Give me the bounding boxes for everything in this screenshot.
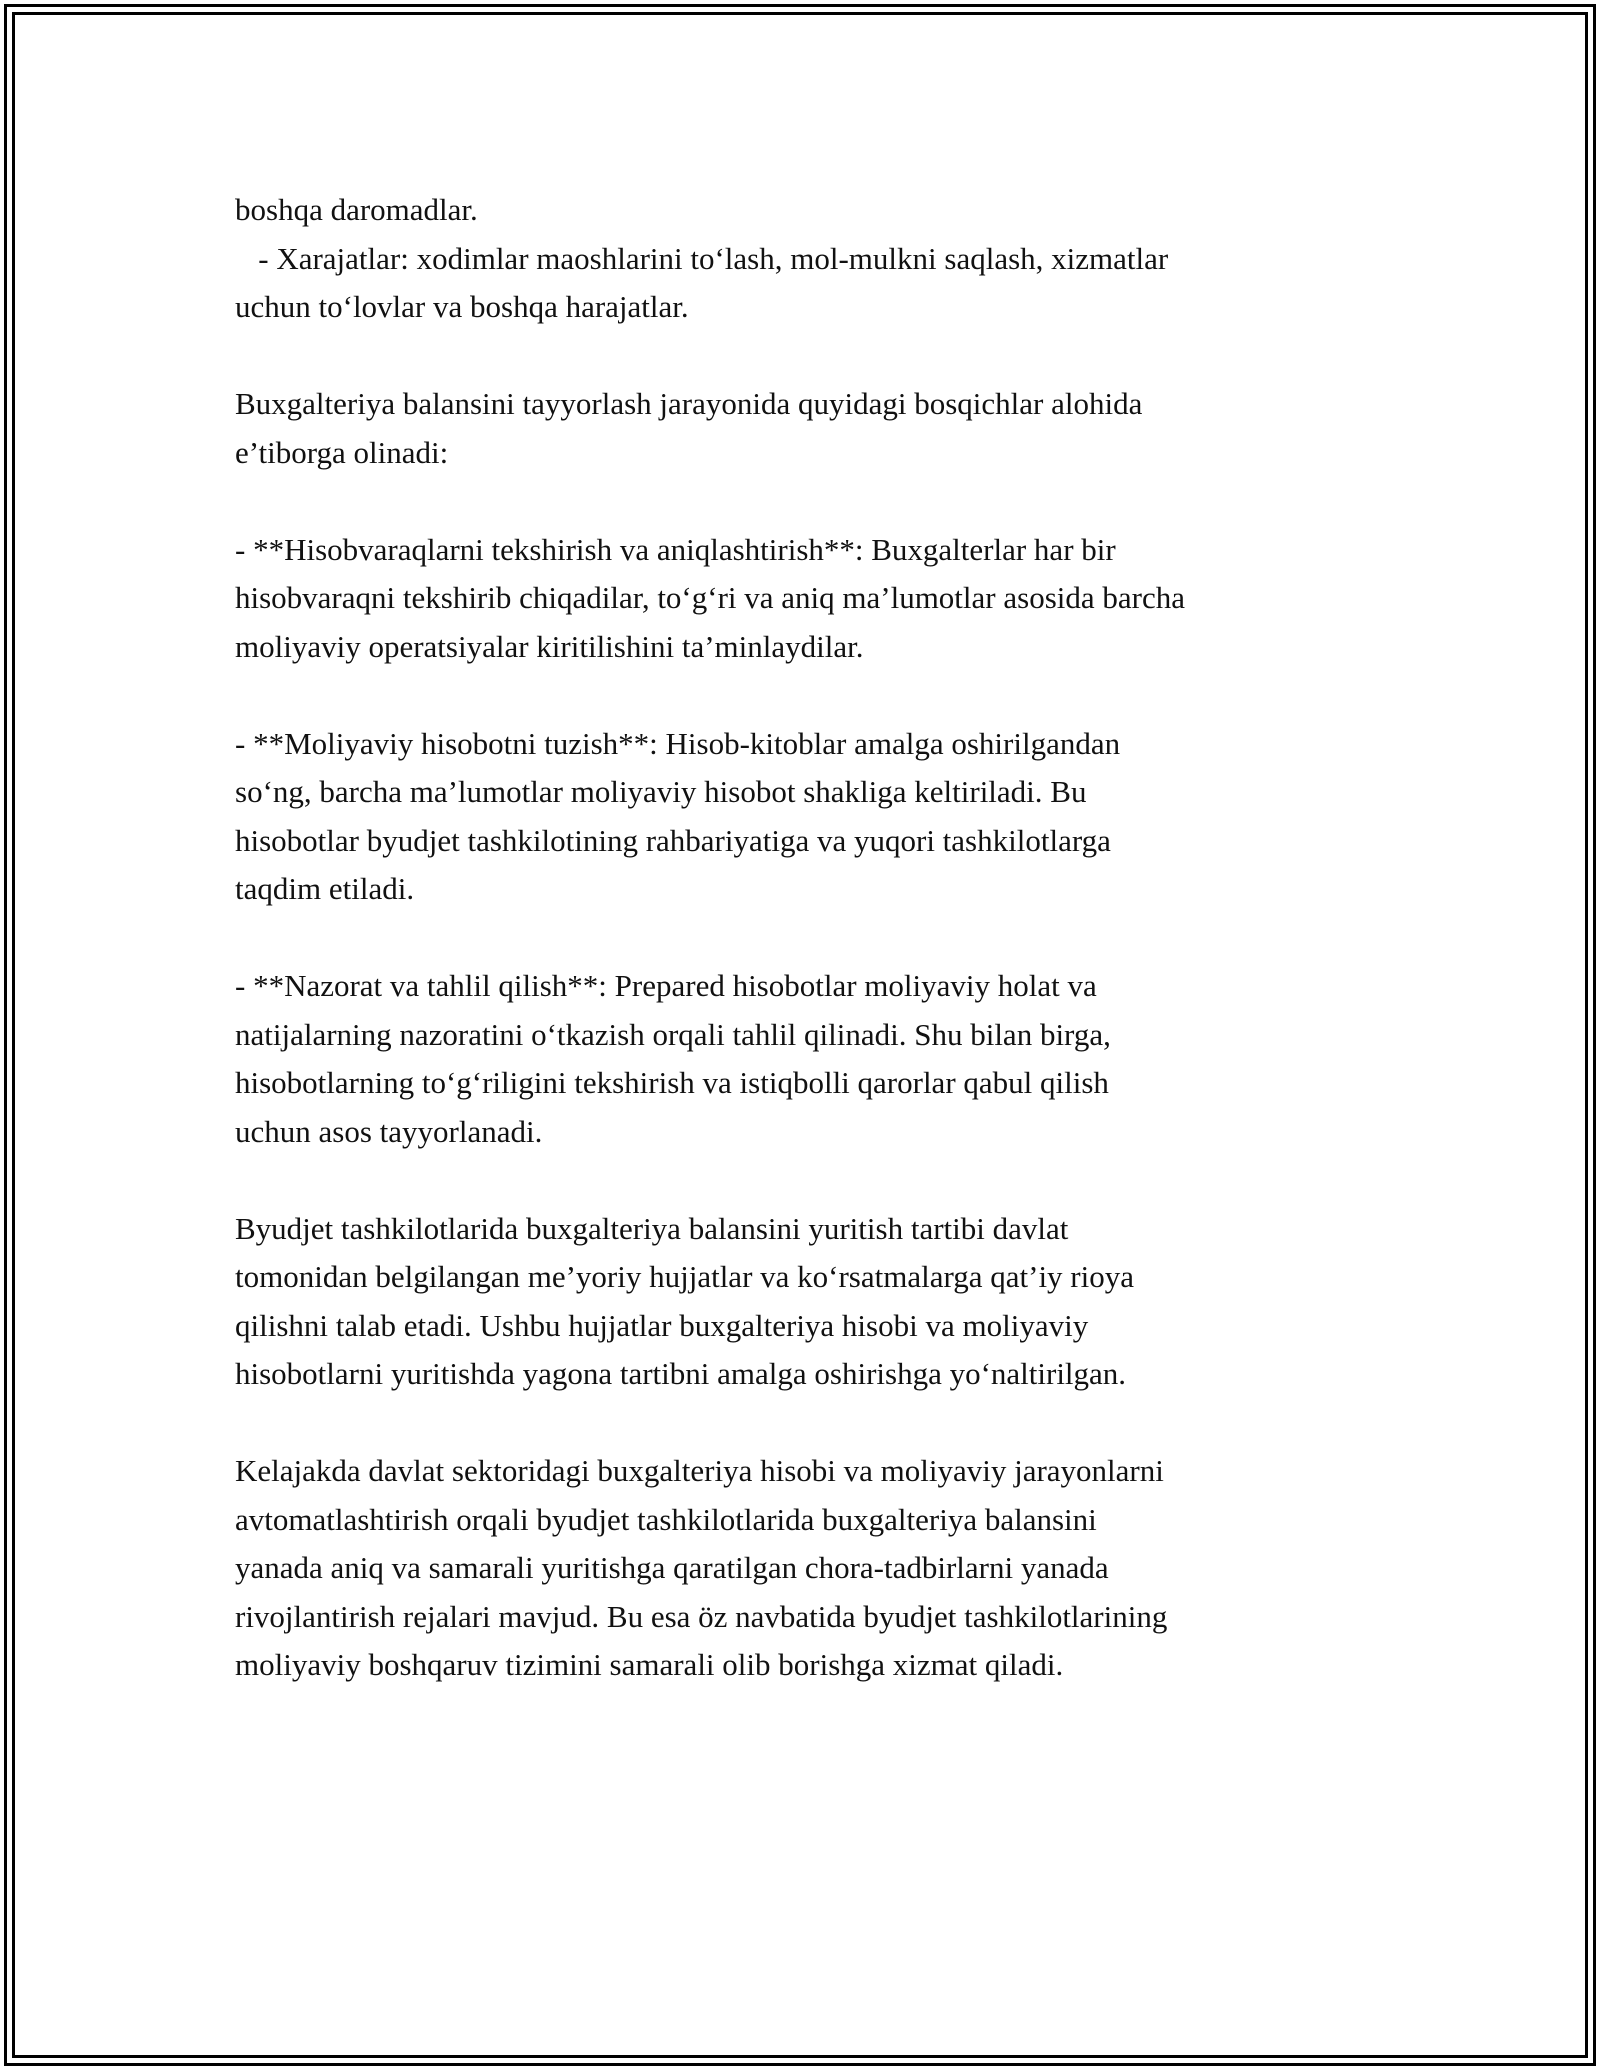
text-line: uchun to‘lovlar va boshqa harajatlar. [235, 289, 689, 324]
paragraph-gap [235, 671, 1415, 720]
text-line: - **Hisobvaraqlarni tekshirish va aniqlashtirish**: Buxgalterlar har bir [235, 531, 1116, 567]
paragraph-account-check [235, 526, 1415, 672]
paragraph-regulations [235, 1205, 1415, 1399]
text-line: taqdim etiladi. [235, 871, 415, 906]
text-line: moliyaviy operatsiyalar kiritilishini ta’minlaydilar. [235, 628, 864, 664]
paragraph-control-analysis [235, 962, 1415, 1156]
text-line: boshqa daromadlar. [235, 192, 478, 227]
paragraph-gap [235, 914, 1415, 963]
text-line: Kelajakda davlat sektoridagi buxgalteriya hisobi va moliyaviy jarayonlarni [235, 1453, 1164, 1488]
intro-paragraph [235, 186, 1415, 332]
text-line: Byudjet tashkilotlarida buxgalteriya balansini yuritish tartibi davlat [235, 1210, 1069, 1246]
text-line: qilishni talab etadi. Ushbu hujjatlar buxgalteriya hisobi va moliyaviy [235, 1307, 1089, 1343]
text-line: - **Nazorat va tahlil qilish**: Prepared hisobotlar moliyaviy holat va [235, 968, 1097, 1003]
text-line: natijalarning nazoratini o‘tkazish orqali tahlil qilinadi. Shu bilan birga, [235, 1016, 1111, 1052]
text-line: so‘ng, barcha ma’lumotlar moliyaviy hisobot shakliga keltiriladi. Bu [235, 774, 1087, 809]
text-line: hisobvaraqni tekshirib chiqadilar, to‘g‘ri va aniq ma’lumotlar asosida barcha [235, 580, 1185, 615]
text-line: uchun asos tayyorlanadi. [235, 1113, 543, 1149]
text-line: avtomatlashtirish orqali byudjet tashkilotlarida buxgalteriya balansini [235, 1501, 1097, 1537]
text-line: hisobotlarning to‘g‘riligini tekshirish va istiqbolli qarorlar qabul qilish [235, 1065, 1109, 1100]
text-line: - Xarajatlar: xodimlar maoshlarini to‘lash, mol-mulkni saqlash, xizmatlar [235, 240, 1169, 276]
text-line: - **Moliyaviy hisobotni tuzish**: Hisob-kitoblar amalga oshirilgandan [235, 725, 1121, 761]
document-body [235, 186, 1415, 1690]
paragraph-gap [235, 1399, 1415, 1448]
paragraph-financial-report [235, 720, 1415, 914]
text-line: moliyaviy boshqaruv tizimini samarali olib borishga xizmat qiladi. [235, 1647, 1064, 1682]
paragraph-balance-stages [235, 380, 1415, 477]
text-line: e’tiborga olinadi: [235, 434, 449, 470]
paragraph-gap [235, 332, 1415, 381]
text-line: hisobotlar byudjet tashkilotining rahbariyatiga va yuqori tashkilotlarga [235, 822, 1111, 858]
text-line: hisobotlarni yuritishda yagona tartibni amalga oshirishga yo‘naltirilgan. [235, 1356, 1127, 1391]
text-line: yanada aniq va samarali yuritishga qaratilgan chora-tadbirlarni yanada [235, 1550, 1109, 1585]
paragraph-future-plans [235, 1447, 1415, 1690]
paragraph-gap [235, 1156, 1415, 1205]
text-line: tomonidan belgilangan me’yoriy hujjatlar va ko‘rsatmalarga qat’iy rioya [235, 1259, 1134, 1294]
paragraph-gap [235, 477, 1415, 526]
text-line: rivojlantirish rejalari mavjud. Bu esa öz navbatida byudjet tashkilotlarining [235, 1598, 1168, 1634]
text-line: Buxgalteriya balansini tayyorlash jarayonida quyidagi bosqichlar alohida [235, 386, 1143, 421]
